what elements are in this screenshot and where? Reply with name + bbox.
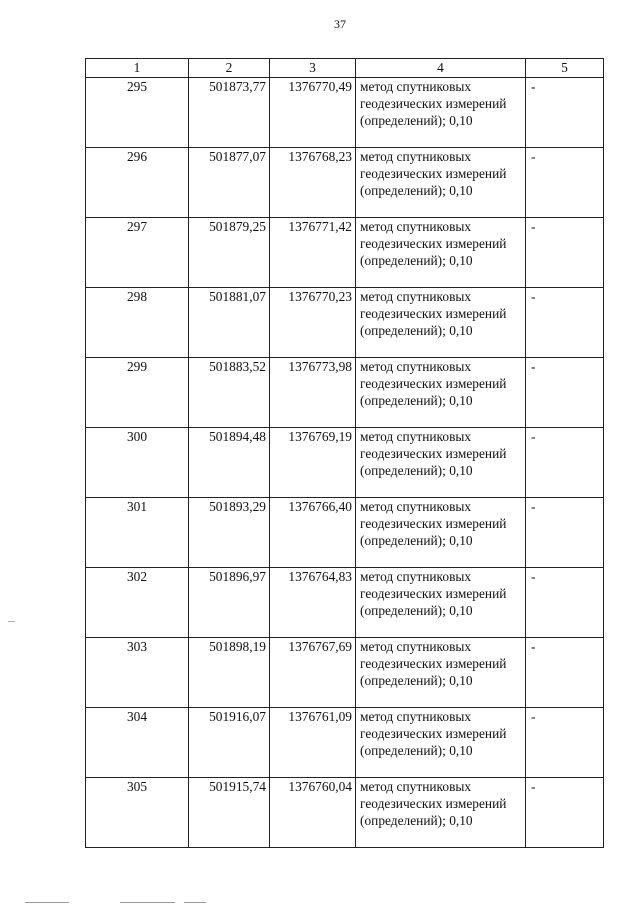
table-row bbox=[86, 428, 604, 498]
note-cell: - bbox=[526, 218, 604, 288]
coordinates-table bbox=[85, 58, 604, 848]
note-cell: - bbox=[526, 288, 604, 358]
footer-mark bbox=[25, 902, 69, 903]
table-row bbox=[86, 708, 604, 778]
x-coordinate-cell: 501894,48 bbox=[189, 428, 270, 498]
table-row bbox=[86, 148, 604, 218]
method-cell: метод спутниковых геодезических измерений (определений); 0,10 bbox=[356, 288, 526, 358]
column-header-1: 1 bbox=[86, 59, 189, 78]
x-coordinate-cell: 501896,97 bbox=[189, 568, 270, 638]
x-coordinate-cell: 501898,19 bbox=[189, 638, 270, 708]
x-coordinate-cell: 501883,52 bbox=[189, 358, 270, 428]
y-coordinate-cell: 1376769,19 bbox=[270, 428, 356, 498]
margin-mark bbox=[8, 621, 15, 622]
point-number-cell: 300 bbox=[86, 428, 189, 498]
table-row bbox=[86, 78, 604, 148]
note-cell: - bbox=[526, 428, 604, 498]
note-cell: - bbox=[526, 708, 604, 778]
table-row bbox=[86, 778, 604, 848]
note-cell: - bbox=[526, 78, 604, 148]
method-cell: метод спутниковых геодезических измерений (определений); 0,10 bbox=[356, 78, 526, 148]
y-coordinate-cell: 1376768,23 bbox=[270, 148, 356, 218]
method-cell: метод спутниковых геодезических измерений (определений); 0,10 bbox=[356, 218, 526, 288]
column-header-3: 3 bbox=[270, 59, 356, 78]
y-coordinate-cell: 1376770,49 bbox=[270, 78, 356, 148]
point-number-cell: 297 bbox=[86, 218, 189, 288]
method-cell: метод спутниковых геодезических измерений (определений); 0,10 bbox=[356, 638, 526, 708]
note-cell: - bbox=[526, 638, 604, 708]
table-row bbox=[86, 638, 604, 708]
column-header-2: 2 bbox=[189, 59, 270, 78]
note-cell: - bbox=[526, 498, 604, 568]
y-coordinate-cell: 1376767,69 bbox=[270, 638, 356, 708]
point-number-cell: 295 bbox=[86, 78, 189, 148]
x-coordinate-cell: 501877,07 bbox=[189, 148, 270, 218]
table-row bbox=[86, 288, 604, 358]
point-number-cell: 299 bbox=[86, 358, 189, 428]
y-coordinate-cell: 1376771,42 bbox=[270, 218, 356, 288]
x-coordinate-cell: 501893,29 bbox=[189, 498, 270, 568]
note-cell: - bbox=[526, 568, 604, 638]
point-number-cell: 303 bbox=[86, 638, 189, 708]
point-number-cell: 304 bbox=[86, 708, 189, 778]
note-cell: - bbox=[526, 148, 604, 218]
method-cell: метод спутниковых геодезических измерений (определений); 0,10 bbox=[356, 498, 526, 568]
point-number-cell: 298 bbox=[86, 288, 189, 358]
column-header-4: 4 bbox=[356, 59, 526, 78]
method-cell: метод спутниковых геодезических измерений (определений); 0,10 bbox=[356, 358, 526, 428]
method-cell: метод спутниковых геодезических измерений (определений); 0,10 bbox=[356, 428, 526, 498]
x-coordinate-cell: 501881,07 bbox=[189, 288, 270, 358]
column-header-5: 5 bbox=[526, 59, 604, 78]
x-coordinate-cell: 501879,25 bbox=[189, 218, 270, 288]
x-coordinate-cell: 501915,74 bbox=[189, 778, 270, 848]
method-cell: метод спутниковых геодезических измерений (определений); 0,10 bbox=[356, 778, 526, 848]
table-row bbox=[86, 358, 604, 428]
footer-mark bbox=[120, 902, 175, 903]
table-row bbox=[86, 568, 604, 638]
y-coordinate-cell: 1376766,40 bbox=[270, 498, 356, 568]
method-cell: метод спутниковых геодезических измерений (определений); 0,10 bbox=[356, 708, 526, 778]
method-cell: метод спутниковых геодезических измерений (определений); 0,10 bbox=[356, 568, 526, 638]
table-body bbox=[86, 78, 604, 848]
note-cell: - bbox=[526, 358, 604, 428]
table-header-row bbox=[86, 59, 604, 78]
footer-mark bbox=[184, 902, 206, 903]
y-coordinate-cell: 1376761,09 bbox=[270, 708, 356, 778]
y-coordinate-cell: 1376760,04 bbox=[270, 778, 356, 848]
page-number: 37 bbox=[334, 17, 346, 31]
y-coordinate-cell: 1376770,23 bbox=[270, 288, 356, 358]
y-coordinate-cell: 1376773,98 bbox=[270, 358, 356, 428]
method-cell: метод спутниковых геодезических измерений (определений); 0,10 bbox=[356, 148, 526, 218]
x-coordinate-cell: 501916,07 bbox=[189, 708, 270, 778]
point-number-cell: 296 bbox=[86, 148, 189, 218]
point-number-cell: 302 bbox=[86, 568, 189, 638]
y-coordinate-cell: 1376764,83 bbox=[270, 568, 356, 638]
note-cell: - bbox=[526, 778, 604, 848]
point-number-cell: 301 bbox=[86, 498, 189, 568]
table-row bbox=[86, 218, 604, 288]
table-row bbox=[86, 498, 604, 568]
x-coordinate-cell: 501873,77 bbox=[189, 78, 270, 148]
point-number-cell: 305 bbox=[86, 778, 189, 848]
